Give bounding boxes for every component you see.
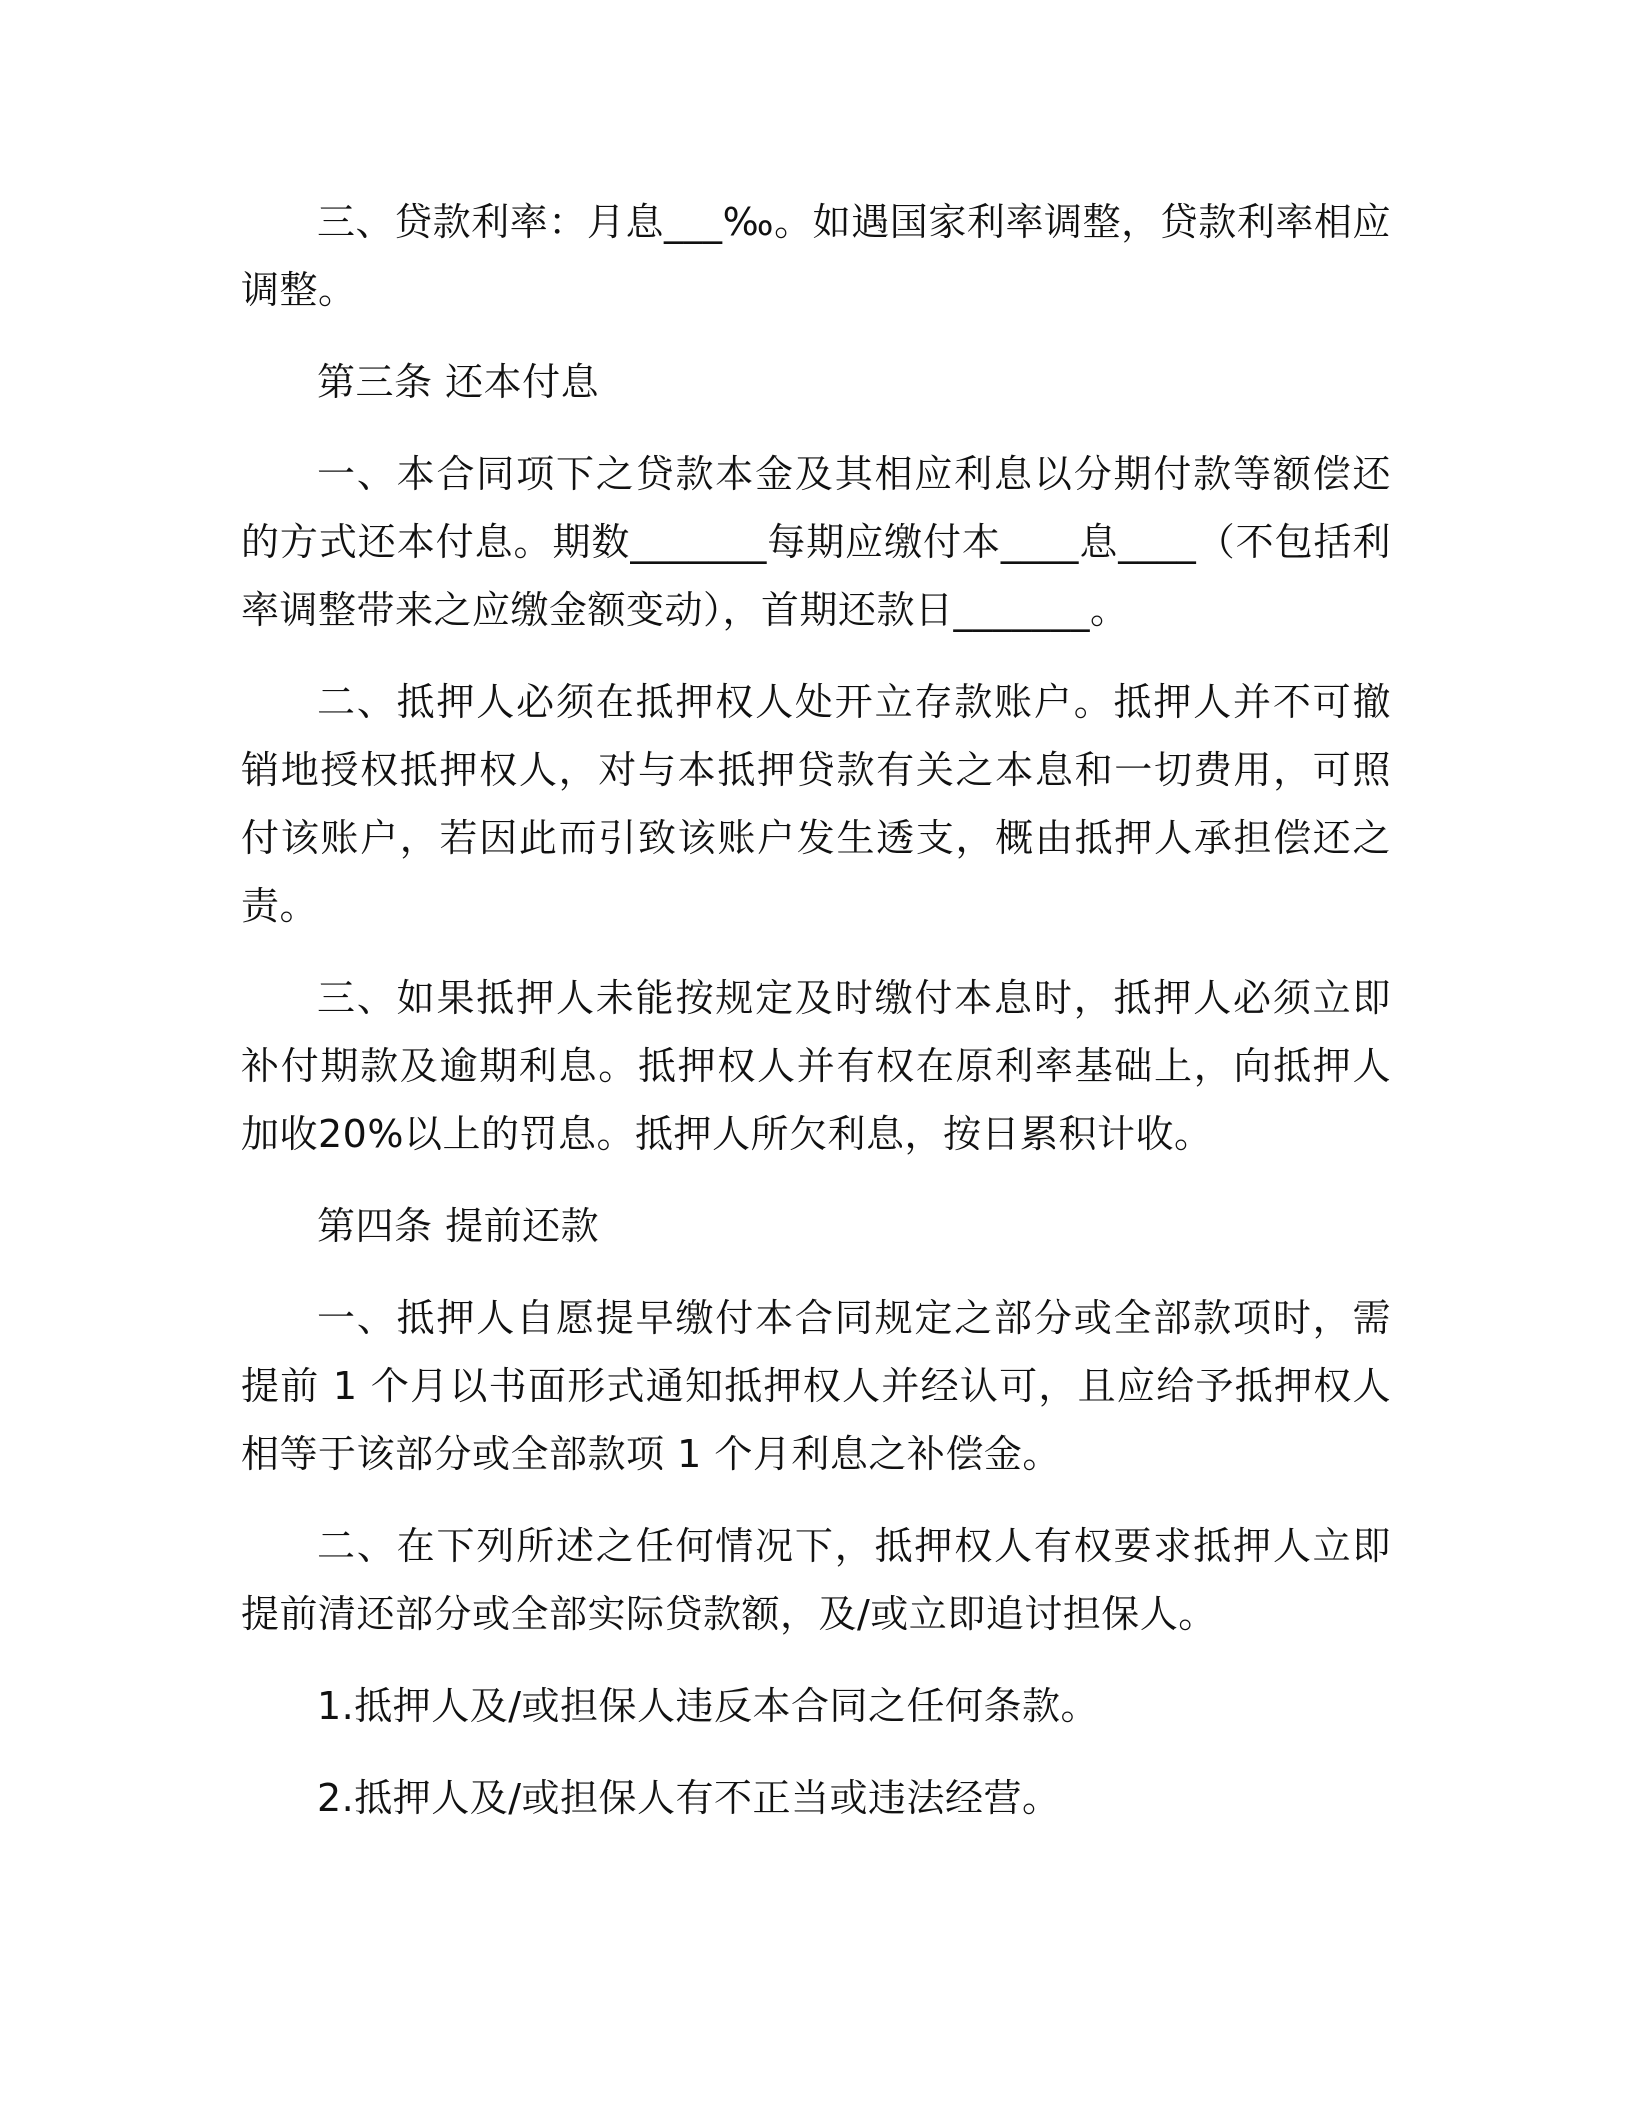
article-4-heading: 第四条 提前还款: [317, 1204, 600, 1248]
clause-installment-repayment: 一、本合同项下之贷款本金及其相应利息以分期付款等额偿还的方式还本付息。期数_______每期应缴付本____息____（不包括利率调整带来之应缴金额变动），首期还款日_______。: [241, 452, 1391, 632]
document-body: [241, 188, 1391, 1856]
list-item-2: 2.抵押人及/或担保人有不正当或违法经营。: [317, 1776, 1061, 1820]
list-item-1: 1.抵押人及/或担保人违反本合同之任何条款。: [317, 1684, 1100, 1728]
clause-interest-rate: 三、贷款利率：月息___‰。如遇国家利率调整，贷款利率相应调整。: [241, 200, 1391, 312]
clause-overdue-interest: 三、如果抵押人未能按规定及时缴付本息时，抵押人必须立即补付期款及逾期利息。抵押权人并有权在原利率基础上，向抵押人加收20%以上的罚息。抵押人所欠利息，按日累积计收。: [241, 976, 1391, 1156]
clause-deposit-account: 二、抵押人必须在抵押权人处开立存款账户。抵押人并不可撤销地授权抵押权人，对与本抵押贷款有关之本息和一切费用，可照付该账户，若因此而引致该账户发生透支，概由抵押人承担偿还之责。: [241, 680, 1391, 928]
clause-demand-repayment: 二、在下列所述之任何情况下，抵押权人有权要求抵押人立即提前清还部分或全部实际贷款额，及/或立即追讨担保人。: [241, 1524, 1391, 1636]
article-3-heading: 第三条 还本付息: [317, 360, 600, 404]
clause-early-repayment: 一、抵押人自愿提早缴付本合同规定之部分或全部款项时，需提前 1 个月以书面形式通知抵押权人并经认可，且应给予抵押权人相等于该部分或全部款项 1 个月利息之补偿金。: [241, 1296, 1391, 1476]
